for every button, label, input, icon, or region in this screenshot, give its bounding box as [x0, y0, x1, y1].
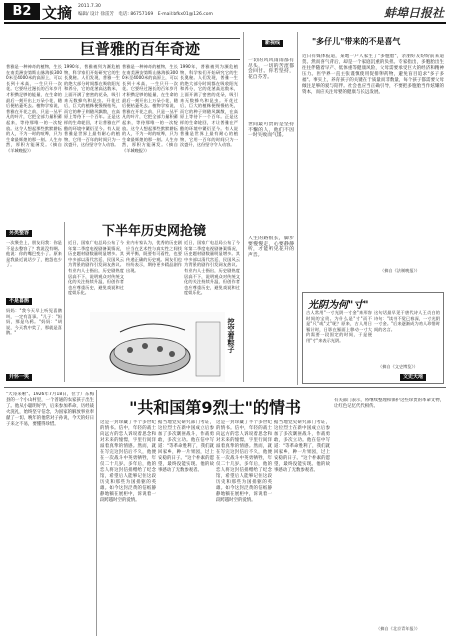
sidebar-body-col1: 古人常用"一寸光阴一寸金"来形容时间的宝贵。为什么是"寸"而不是"尺"或"丈"呢？原来，古人用日晷计时，日影在晷面上移动一寸大约需要一段固定的时间，于是便用"寸"来表示光阴。 — [306, 310, 372, 343]
poem-text-3: 人生的路很长，脚步要慢慢走，心要静静听，才能听见花开的声音。 — [248, 236, 294, 258]
editor-line: 编辑/ 设计 徐雷芳 电话: 86757169 E-mail:bfkx01@126.com — [78, 12, 213, 17]
bottom-body-col3: 这是一封珍藏了半个多世纪的情书。信中，年轻的战士向远方的恋人诉说着思念和对未来的憧憬，字里行间洋溢着真挚的情感。然而，就在写完这封信后不久，他便在一次战斗中英勇牺牲，年仅二十几岁。多年后，他的恋人将这封信捐赠给了纪念馆，希望后人能够记住这段历史和那些为国捐躯的英雄。如今这封泛黄的信纸静静地躺在展柜中，诉说着一段跨越时空的爱情。 — [216, 420, 272, 503]
main-article-col4: 1990年，普雅被列为濒危植物，科学家们开始研究它的生长奥秘。人们发现，普雅一生的绝大部分时间都在吸收阳光和养分，它的花茎高达数米，上面开满了密密的花朵，吸引来无数蜂鸟和昆虫。开花过后，巨大的植株便慢慢枯死，而它的种子则随风飘散，在高原上等待下一个百年。正是这样的生命轮回，才让普雅在严酷的环境中繁衍至今。有人说普雅是世界上最有耐心的植物，它用一百年的时间只为一次盛开，这份坚守令人动容。 — [180, 64, 238, 148]
bottom-source: （摘自《北京青年报》） — [376, 626, 420, 631]
center-article-title: 下半年历史网抢镜 — [101, 224, 206, 239]
main-article-col2: 1990年，普雅被列为濒危植物，科学家们开始研究它的生长奥秘。人们发现，普雅一生的绝大部分时间都在吸收阳光和养分，它的花茎高达数米，上面开满了密密的花朵，吸引来无数蜂鸟和昆虫。开花过后，巨大的植株便慢慢枯死，而它的种子则随风飘散，在高原上等待下一个百年。正是这样的生命轮回，才让普雅在严酷的环境中繁衍至今。有人说普雅是世界上最有耐心的植物，它用一百年的时间只为一次盛开，这份坚守令人动容。 — [64, 64, 120, 148]
sidebar-body-col2: 这句话最早见于唐代诗人王贞白的诗句："读书不觉已春深，一寸光阴一寸金。"后来逐渐成为劝人珍惜时间的名言。 — [374, 310, 440, 332]
sidebar-title: 光阴为何"寸" — [308, 300, 369, 311]
sidebar-tag: 文史天地 — [400, 374, 426, 381]
center-body-col3: 近日，国家广电总局公布了今年第二季度电视剧备案情况，历史题材剧数量明显增多。其中多部以清代宫廷、民国风云为背景的剧作引发网友热议。有业内人士指出，历史剧热度居高不下，说明观众对传统文化的关注持续升温，但创作者也应尊重历史，避免戏说和过度娱乐化。 — [184, 240, 240, 296]
joke-body-1: 一次聚会上，朋友问我：你是不是去整容了？我说没有啊。他说：你的嘴巴变小了。原来是我最近说话少了，抱怨也少了。 — [6, 240, 62, 268]
farright-title: "多仔儿"带来的不是喜气 — [312, 36, 401, 46]
section-rule — [4, 387, 446, 388]
farright-body: 近日有媒体报道，某地一户人家生了"多胞胎"，亲朋好友纷纷前来道贺。然而喜气背后，却是一个家庭沉重的负担。专家指出，多胞胎出生往往伴随着早产、低体重等健康风险，父母需要承受巨大的经济和精神压力。医学界一直主张谨慎使用促排卵药物，避免盲目追求"多子多福"。事实上，养育孩子的关键在于质量而非数量，每个孩子都需要父母倾注足够的爱与陪伴。社会也应当正确引导，不要把多胞胎当作炫耀的资本，而应关注母婴的健康与长远发展。 — [302, 54, 444, 95]
sidebar-source: （摘自《文史博览》） — [378, 364, 418, 369]
bottom-body-col5: 有关部门表示，将继续整理和保护这些珍贵的革命文物，让红色记忆代代相传。 — [334, 398, 444, 409]
column-divider-5 — [96, 390, 97, 636]
column-divider-4 — [297, 290, 298, 385]
joke-body-2: 妈妈："我今天早上听见喜鹊叫，一定有喜事。"儿子："妈妈，那是乌鸦。"妈妈："胡说，今天我中奖了，那就是喜鹊。" — [6, 308, 62, 336]
center-body-col2: 业内专家认为，优秀的历史剧应当在艺术性与真实性之间找到平衡，既要有可看性，也要传递正确的历史观。网友们也纷纷表示，期待更多精品剧作出现。 — [126, 240, 182, 273]
joke-title-1: 另类整容 — [6, 230, 32, 237]
cartoon-caption: 挖空着粽子 — [227, 318, 236, 353]
cartoon-illustration — [90, 312, 225, 382]
poem-text-2: 世间最可贵的是坚持不懈的人，他们不因一时失败而气馁。 — [248, 122, 294, 139]
bottom-left-tag: 开怀一笑 — [6, 374, 32, 381]
column-divider — [243, 32, 244, 382]
column-divider-3 — [64, 222, 65, 382]
header-rule — [4, 22, 446, 24]
center-body-col1: 近日，国家广电总局公布了今年第二季度电视剧备案情况，历史题材剧数量明显增多。其中多部以清代宫廷、民国风云为背景的剧作引发网友热议。有业内人士指出，历史剧热度居高不下，说明观众对传统文化的关注持续升温，但创作者也应尊重历史，避免戏说和过度娱乐化。 — [68, 240, 124, 296]
bottom-body-col1: 这是一封珍藏了半个多世纪的情书。信中，年轻的战士向远方的恋人诉说着思念和对未来的憧憬，字里行间洋溢着真挚的情感。然而，就在写完这封信后不久，他便在一次战斗中英勇牺牲，年仅二十几岁。多年后，他的恋人将这封信捐赠给了纪念馆，希望后人能够记住这段历史和那些为国捐躯的英雄。如今这封泛黄的信纸静静地躺在展柜中，诉说着一段跨越时空的爱情。 — [100, 420, 156, 503]
bottom-article-title: "共和国第9烈士"的情书 — [129, 398, 301, 417]
joke-title-2: 不是喜鹊 — [6, 298, 32, 305]
main-article-title: 巨普雅的百年奇迹 — [40, 38, 240, 60]
paper-name: 蚌埠日报社 — [383, 6, 444, 20]
bottom-left-body: "大哥来啦"。1926年7月18日，位于广东梅县的一个小山村里，一个普通的农家孩子出生了。他从小聪明好学，后来参加革命，历经战火洗礼，始终坚守信念，为国家的解放事业奉献了一切。晚年的他常对子孙说，今天的好日子来之不易，要懂得珍惜。 — [6, 392, 94, 427]
issue-date: 2011.7.30 — [78, 4, 101, 9]
main-article-col3: 普雅是一种神奇的植物，生长在南美洲安第斯山脉海拔3000米至4000米的高原上，可以长到十米高，一生只开一次花。它要经过漫长的百年岁月才积攒足够的能量，在生命的最后一刻开出上万朵小花，随后便枯萎死去。植物学家说，普雅在开花之前，只是一丛平凡的叶片，它把全部力量积蓄起来，等待那唯一的一次绽放。这令人想起那些默默耕耘的人，不为一时的喧哗，只为生命最辉煌的那一刻。人生亦然，厚积方能薄发。（摘自《羊城晚报》） — [122, 64, 178, 153]
farright-source: （摘自《法制晚报》） — [380, 268, 420, 273]
section-title: 文摘 — [42, 4, 73, 22]
page-code: B2 — [4, 3, 40, 20]
bottom-body-col4: 据当地党史研究部门考证，这位烈士在新中国成立后参加了多次剿匪战斗，作战勇敢，多次立功。他在信中写道："等革命胜利了，我们就回家乡，种一片果园，过上安稳的日子。"这个朴素的愿望，最终没能实现。他的故事感动了无数参观者。 — [274, 420, 330, 473]
bottom-body-col2: 据当地党史研究部门考证，这位烈士在新中国成立后参加了多次剿匪战斗，作战勇敢，多次立功。他在信中写道："等革命胜利了，我们就回家乡，种一片果园，过上安稳的日子。"这个朴素的愿望，最终没能实现。他的故事感动了无数参观者。 — [158, 420, 214, 473]
column-divider-2 — [297, 32, 298, 292]
new-view-tag: 新视线 — [262, 40, 283, 47]
poem-text: 一切的风风雨雨都有尽头，一切的苦涩都会回甘。你若坚持，花自芬芳。 — [248, 58, 294, 80]
main-article-col1: 普雅是一种神奇的植物，生长在南美洲安第斯山脉海拔3000米至4000米的高原上，可以长到十米高，一生只开一次花。它要经过漫长的百年岁月才积攒足够的能量，在生命的最后一刻开出上万朵小花，随后便枯萎死去。植物学家说，普雅在开花之前，只是一丛平凡的叶片，它把全部力量积蓄起来，等待那唯一的一次绽放。这令人想起那些默默耕耘的人，不为一时的喧哗，只为生命最辉煌的那一刻。人生亦然，厚积方能薄发。（摘自《羊城晚报》） — [6, 64, 62, 153]
